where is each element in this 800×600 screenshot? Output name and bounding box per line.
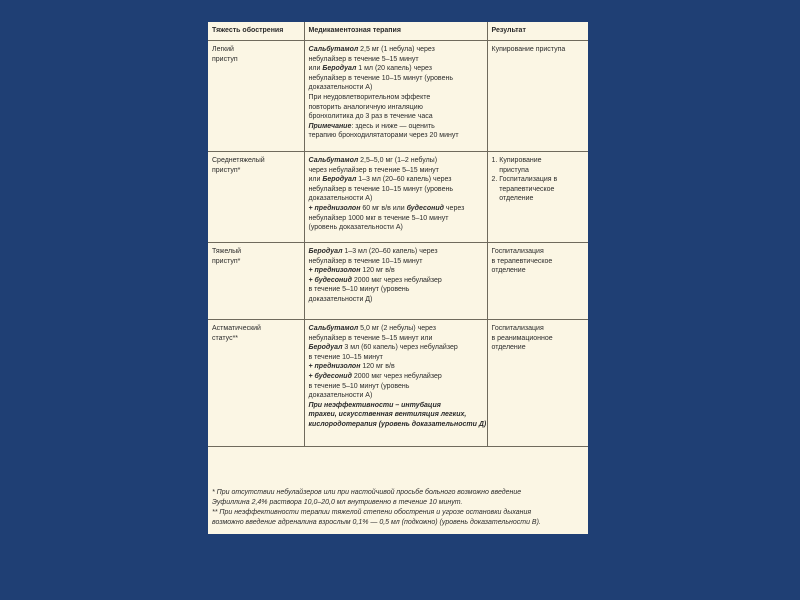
therapy-text: небулайзер в течение 10–15 минут (уровень — [308, 74, 453, 82]
table-row — [208, 152, 588, 243]
therapy-text: 120 мг в/в — [360, 363, 395, 371]
therapy-text: бронхолитика до 3 раз в течение часа — [308, 113, 433, 121]
drug-name: Беродуал — [322, 65, 357, 73]
therapy-text: 3 мл (60 капель) через небулайзер — [342, 344, 458, 352]
footnote-line: Эуфиллина 2,4% раствора 10,0–20,0 мл внутривенно в течение 10 минут. — [212, 499, 463, 506]
therapy-text: через — [443, 204, 465, 212]
table-row — [208, 320, 588, 447]
therapy-text: доказательности А) — [308, 392, 373, 400]
therapy-line — [309, 204, 483, 214]
therapy-line — [309, 194, 483, 204]
table-header-row — [208, 22, 588, 41]
result-cell — [487, 320, 588, 447]
severity-cell — [208, 152, 304, 243]
therapy-line — [309, 223, 483, 233]
footnote-line: возможно введение адреналина взрослым 0,1% — 0,5 мл (подкожно) (уровень доказательности В). — [212, 519, 541, 526]
therapy-line — [309, 185, 483, 195]
drug-name: + преднизолон — [308, 204, 361, 212]
therapy-text: терапию бронходилятаторами через 20 минут — [308, 132, 459, 140]
drug-name: Беродуал — [322, 176, 357, 184]
therapy-line — [309, 285, 483, 295]
therapy-line — [309, 334, 483, 344]
severity-line: статус** — [212, 334, 239, 342]
drug-name: + преднизолон — [308, 363, 361, 371]
treatment-table — [208, 22, 588, 447]
therapy-line — [309, 175, 483, 185]
therapy-line — [309, 74, 483, 84]
drug-name: будесонид — [406, 204, 444, 212]
therapy-text: 1–3 мл (20–60 капель) через — [356, 176, 452, 184]
therapy-line — [309, 166, 483, 176]
therapy-text: или — [308, 176, 323, 184]
drug-name: Сальбутамол — [308, 46, 359, 53]
therapy-text: 2000 мкг через небулайзер — [351, 372, 442, 380]
therapy-text: : здесь и ниже — оценить — [351, 122, 435, 130]
therapy-line — [309, 156, 483, 166]
drug-name: При неэффективности – интубация — [308, 401, 441, 409]
therapy-line — [309, 276, 483, 286]
therapy-text: небулайзер в течение 10–15 минут (уровень — [308, 185, 453, 193]
result-line: отделение — [491, 344, 526, 352]
therapy-text: 5,0 мг (2 небулы) через — [358, 325, 436, 332]
severity-line: Тяжелый — [212, 248, 242, 255]
drug-name: Беродуал — [308, 248, 343, 255]
result-line: отделение — [491, 195, 534, 203]
drug-name: Беродуал — [308, 344, 343, 352]
drug-name: + преднизолон — [308, 267, 361, 275]
drug-name: Примечание — [308, 122, 352, 130]
result-line: 2. Госпитализация в — [491, 176, 558, 184]
footnote-line: ** При неэффективности терапии тяжелой степени обострения и угрозе остановки дыхания — [212, 509, 532, 516]
therapy-line — [309, 93, 483, 103]
therapy-text: в течение 10–15 минут — [308, 353, 383, 361]
therapy-line — [309, 391, 483, 401]
therapy-text: доказательности А) — [308, 195, 373, 203]
therapy-text: 60 мг в/в или — [360, 204, 407, 212]
document-page — [208, 22, 588, 534]
therapy-text: 2,5–5,0 мг (1–2 небулы) — [358, 157, 438, 164]
therapy-line — [309, 295, 483, 305]
drug-name: + будесонид — [308, 372, 352, 380]
therapy-text: небулайзер в течение 5–15 минут — [308, 55, 419, 63]
therapy-text: небулайзер 1000 мкг в течение 5–10 минут — [308, 214, 449, 222]
therapy-line — [308, 420, 487, 430]
therapy-text: 1–3 мл (20–60 капель) через — [342, 248, 438, 255]
therapy-text: 120 мг в/в — [360, 267, 395, 275]
therapy-line — [309, 247, 483, 257]
footnote-line: * При отсутствии небулайзеров или при настойчивой просьбе больного возможно введение — [212, 489, 522, 496]
therapy-text: повторить аналогичную ингаляцию — [308, 103, 423, 111]
result-cell — [487, 243, 588, 320]
result-line: отделение — [491, 267, 526, 275]
severity-line: приступ — [212, 55, 238, 63]
therapy-line — [309, 362, 483, 372]
result-line: 1. Купирование — [491, 157, 542, 164]
therapy-line — [309, 343, 483, 353]
therapy-text: При неудовлетворительном эффекте — [308, 93, 431, 101]
result-line: в реанимационное — [491, 334, 553, 342]
therapy-line — [309, 45, 483, 55]
therapy-line — [309, 83, 483, 93]
therapy-text: доказательности Д) — [308, 295, 373, 303]
therapy-line — [309, 64, 483, 74]
therapy-text: 1 мл (20 капель) через — [356, 65, 432, 73]
therapy-line — [309, 257, 483, 267]
therapy-line — [309, 214, 483, 224]
result-line: приступа — [491, 166, 529, 174]
header-severity: Тяжесть обострения — [208, 22, 304, 41]
severity-cell — [208, 320, 304, 447]
result-line: терапевтическое — [491, 185, 555, 193]
severity-line: Легкий — [212, 46, 234, 53]
therapy-text: небулайзер в течение 5–15 минут или — [308, 334, 433, 342]
therapy-line — [309, 353, 483, 363]
therapy-text: в течение 5–10 минут (уровень — [308, 382, 410, 390]
therapy-line — [309, 112, 483, 122]
therapy-line — [309, 372, 483, 382]
result-line: Госпитализация — [491, 325, 544, 332]
table-row — [208, 41, 588, 152]
therapy-text: через небулайзер в течение 5–15 минут — [308, 166, 439, 174]
therapy-text: небулайзер в течение 10–15 минут — [308, 257, 423, 265]
therapy-text: доказательности А) — [308, 84, 373, 92]
therapy-line — [309, 122, 483, 132]
severity-line: Среднетяжелый — [212, 157, 265, 164]
therapy-text: или — [308, 65, 323, 73]
therapy-line — [309, 103, 483, 113]
therapy-line — [309, 131, 483, 141]
therapy-cell — [304, 152, 487, 243]
therapy-text: 2,5 мг (1 небула) через — [358, 46, 435, 53]
therapy-text: 2000 мкг через небулайзер — [351, 276, 442, 284]
result-line: Купирование приступа — [491, 46, 566, 53]
result-cell — [487, 152, 588, 243]
therapy-text: (уровень доказательности А) — [308, 224, 403, 232]
header-result: Результат — [487, 22, 588, 41]
therapy-line — [309, 324, 483, 334]
drug-name: + будесонид — [308, 276, 352, 284]
result-line: Госпитализация — [491, 248, 544, 255]
drug-name: кислородотерапия (уровень доказательности Д) — [308, 420, 487, 428]
drug-name: трахеи, искусственная вентиляция легких, — [308, 411, 467, 419]
therapy-line — [309, 266, 483, 276]
severity-line: приступ* — [212, 166, 241, 174]
therapy-cell — [304, 320, 487, 447]
drug-name: Сальбутамол — [308, 325, 359, 332]
therapy-line — [309, 382, 483, 392]
severity-cell — [208, 243, 304, 320]
severity-line: приступ* — [212, 257, 241, 265]
therapy-line — [309, 55, 483, 65]
result-cell — [487, 41, 588, 152]
drug-name: Сальбутамол — [308, 157, 359, 164]
severity-line: Астматический — [212, 325, 261, 332]
result-line: в терапевтическое — [491, 257, 553, 265]
therapy-cell — [304, 243, 487, 320]
header-therapy: Медикаментозная терапия — [304, 22, 487, 41]
therapy-line — [309, 410, 483, 420]
footnotes — [212, 488, 586, 528]
table-row — [208, 243, 588, 320]
therapy-line — [309, 401, 483, 411]
therapy-text: в течение 5–10 минут (уровень — [308, 286, 410, 294]
severity-cell — [208, 41, 304, 152]
therapy-cell — [304, 41, 487, 152]
